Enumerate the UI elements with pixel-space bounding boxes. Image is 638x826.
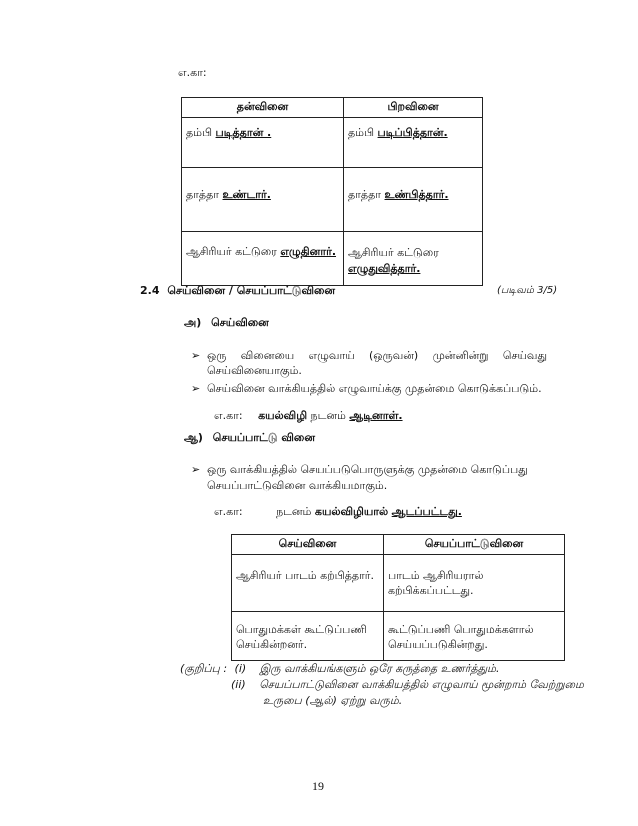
note-marker: (i) — [234, 662, 247, 675]
table-cell — [344, 168, 483, 232]
subsection-marker: அ) — [184, 316, 202, 329]
note-text: செயப்பாட்டுவினை வாக்கியத்தில் எழுவாய் மூன்றாம் வேற்றுமை — [259, 678, 584, 691]
example-object: நடனம் — [307, 409, 350, 422]
cell-verb: எழுதுவித்தார். — [348, 262, 421, 275]
table-row — [182, 118, 483, 168]
table-row — [182, 168, 483, 232]
note-label: (குறிப்பு : — [180, 662, 228, 675]
subsection-heading-aa — [184, 431, 315, 446]
note-line-ii-cont: உருபை (ஆல்) ஏற்று வரும். — [263, 694, 403, 707]
table-header: செயப்பாட்டுவினை — [384, 535, 565, 555]
note-line-i — [180, 662, 500, 677]
bullet-item-continuation: செய்வினையாகும். — [207, 364, 302, 377]
note-text: இரு வாக்கியங்களும் ஒரே கருத்தை உணர்த்தும். — [259, 662, 500, 675]
cell-verb: உண்டார். — [222, 188, 271, 201]
cell-text: பாடம் ஆசிரியரால் கற்பிக்கப்பட்டது. — [388, 569, 484, 597]
cell-text: ஆசிரியர் கட்டுரை — [348, 246, 439, 259]
bullet-item: ➢ ஒரு வினையை எழுவாய் (ஒருவன்) முன்னின்று செய்வது — [207, 349, 547, 364]
step-label: (படிவம் 3/5) — [497, 285, 558, 296]
note-line-ii — [231, 678, 584, 693]
table-active-causative — [181, 97, 483, 286]
example-label: எ.கா: — [178, 66, 207, 79]
table-row — [232, 555, 565, 612]
table-cell — [384, 612, 565, 661]
cell-verb: படிப்பித்தான். — [377, 126, 448, 139]
table-cell — [182, 232, 344, 286]
table-cell — [344, 232, 483, 286]
table-active-passive — [231, 534, 565, 661]
section-number: 2.4 — [140, 284, 160, 297]
section-title: செய்வினை / செயப்பாட்டுவினை — [167, 284, 336, 297]
table-cell — [384, 555, 565, 612]
cell-verb: படித்தான் . — [215, 126, 272, 139]
subsection-title: செய்வினை — [211, 316, 269, 329]
cell-text: தாத்தா — [186, 188, 223, 201]
example-verb: ஆடப்பட்டது. — [391, 505, 462, 518]
subsection-marker: ஆ) — [184, 431, 203, 444]
table-row — [182, 232, 483, 286]
bullet-item-continuation: செயப்பாட்டுவினை வாக்கியமாகும். — [207, 479, 388, 492]
cell-verb: எழுதினார். — [280, 245, 337, 258]
bullet-item: ➢ ஒரு வாக்கியத்தில் செயப்படுபொருளுக்கு முதன்மை கொடுப்பது — [207, 463, 528, 478]
cell-text: கூட்டுப்பணி பொதுமக்களால் — [388, 623, 534, 636]
table-cell — [344, 118, 483, 168]
example-label: எ.கா: — [214, 409, 243, 422]
cell-text: செய்கின்றனர். — [236, 638, 308, 651]
table-header: பிறவினை — [344, 98, 483, 118]
section-heading — [140, 284, 335, 299]
cell-text: தம்பி — [186, 126, 216, 139]
example-line — [214, 409, 403, 424]
cell-text: தாத்தா — [348, 188, 385, 201]
cell-text: ஆசிரியர் கட்டுரை — [186, 245, 281, 258]
example-verb: ஆடினாள். — [349, 409, 403, 422]
table-cell — [232, 555, 384, 612]
bullet-item: ➢ செய்வினை வாக்கியத்தில் எழுவாய்க்கு முதன்மை கொடுக்கப்படும். — [207, 382, 542, 397]
table-header: செய்வினை — [232, 535, 384, 555]
cell-text: ஆசிரியர் பாடம் கற்பித்தார். — [236, 569, 375, 582]
table-row — [232, 612, 565, 661]
table-cell — [182, 118, 344, 168]
example-agent: கயல்விழியால் — [314, 505, 389, 518]
page-number: 19 — [312, 779, 324, 793]
cell-text: பொதுமக்கள் கூட்டுப்பணி — [236, 623, 367, 636]
example-subject: கயல்விழி — [258, 409, 308, 422]
subsection-title: செயப்பாட்டு வினை — [212, 431, 315, 444]
table-header: தன்வினை — [182, 98, 344, 118]
table-cell — [182, 168, 344, 232]
subsection-heading-a — [184, 316, 269, 331]
table-cell — [232, 612, 384, 661]
cell-text: செய்யப்படுகின்றது. — [388, 638, 488, 651]
example-line — [214, 505, 462, 520]
example-object: நடனம் — [276, 505, 315, 518]
cell-verb: உண்பித்தார். — [384, 188, 449, 201]
cell-text: தம்பி — [348, 126, 378, 139]
example-label: எ.கா: — [214, 505, 243, 518]
note-marker: (ii) — [231, 678, 246, 691]
